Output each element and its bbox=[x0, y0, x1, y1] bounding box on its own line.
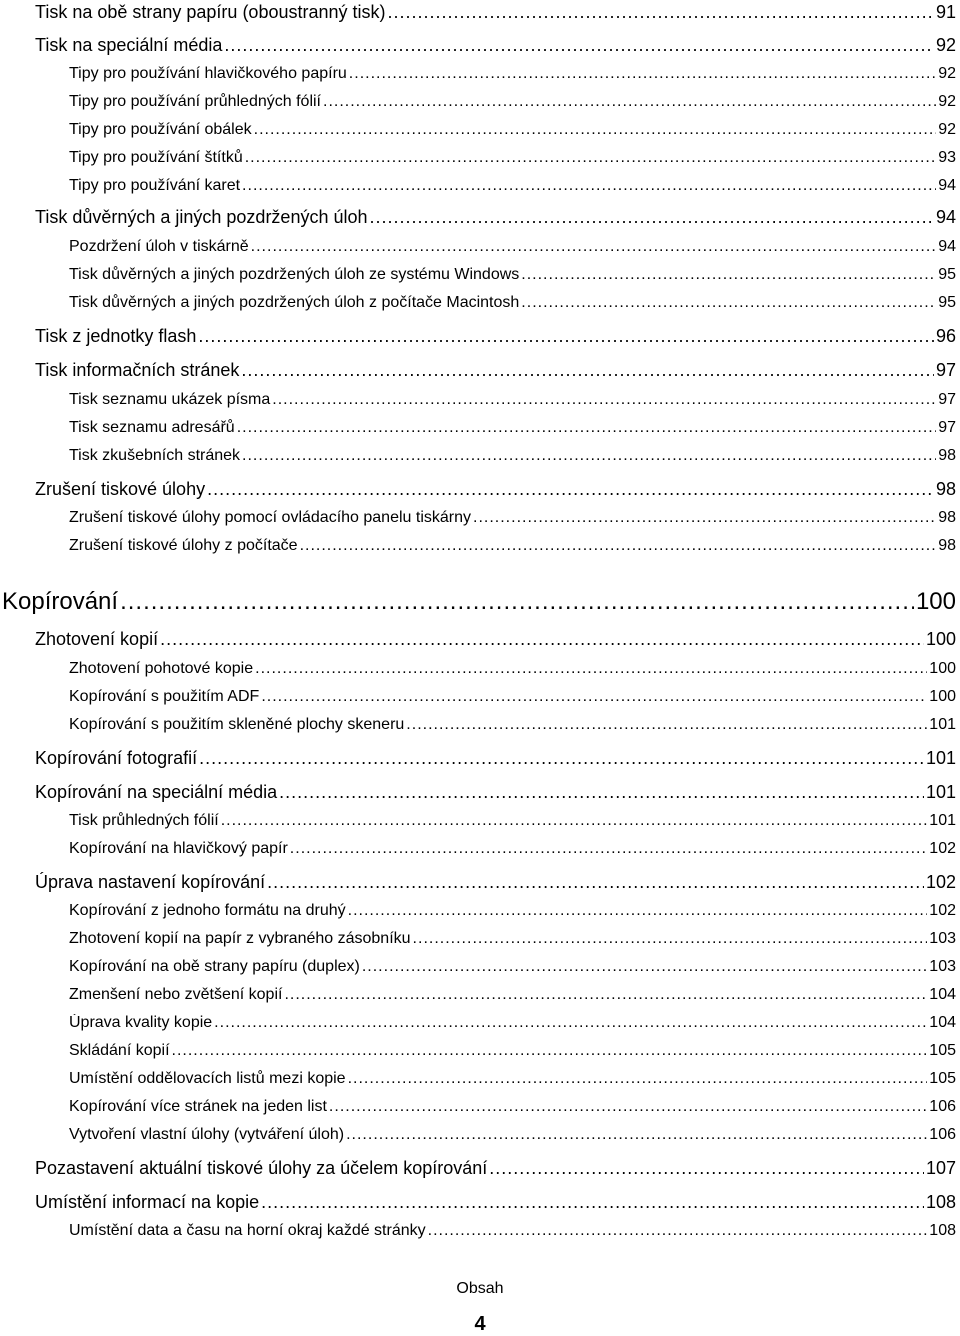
toc-entry[interactable] bbox=[69, 660, 956, 678]
toc-entry-page: 97 bbox=[938, 419, 956, 436]
toc-entry-title: Tisk důvěrných a jiných pozdržených úloh bbox=[35, 207, 368, 227]
toc-leader bbox=[267, 872, 924, 893]
toc-entry-page: 104 bbox=[929, 986, 956, 1003]
toc-entry-page: 94 bbox=[938, 238, 956, 255]
toc-entry[interactable] bbox=[69, 1014, 956, 1032]
toc-leader bbox=[245, 149, 936, 167]
toc-entry-page: 106 bbox=[929, 1126, 956, 1143]
toc-entry-title: Tisk seznamu adresářů bbox=[69, 419, 235, 436]
toc-entry-title: Tipy pro používání karet bbox=[69, 177, 241, 194]
toc-leader bbox=[362, 958, 927, 976]
toc-entry[interactable] bbox=[69, 419, 956, 437]
toc-entry-page: 95 bbox=[938, 266, 956, 283]
toc-entry-page: 94 bbox=[935, 207, 956, 227]
toc-entry-title: Tipy pro používání štítků bbox=[69, 149, 243, 166]
toc-entry[interactable] bbox=[69, 1126, 956, 1144]
toc-leader bbox=[199, 748, 924, 769]
toc-entry[interactable] bbox=[35, 872, 956, 893]
toc-entry-title: Zrušení tiskové úlohy bbox=[35, 479, 206, 499]
toc-leader bbox=[242, 177, 936, 195]
toc-entry-page: 101 bbox=[929, 812, 956, 829]
toc-entry-title: Kopírování na obě strany papíru (duplex) bbox=[69, 958, 360, 975]
toc-leader bbox=[406, 716, 927, 734]
toc-entry-page: 101 bbox=[925, 782, 956, 802]
toc-leader bbox=[172, 1042, 928, 1060]
toc-leader bbox=[323, 93, 936, 111]
toc-leader bbox=[237, 419, 937, 437]
toc-entry-title: Kopírování bbox=[2, 588, 119, 615]
toc-entry-title: Zhotovení kopií bbox=[35, 629, 159, 649]
toc-entry[interactable] bbox=[69, 1042, 956, 1060]
toc-entry-title: Úprava nastavení kopírování bbox=[35, 872, 266, 892]
toc-entry[interactable] bbox=[69, 266, 956, 284]
toc-leader bbox=[349, 65, 936, 83]
toc-entry-page: 98 bbox=[938, 447, 956, 464]
toc-leader bbox=[242, 447, 936, 465]
toc-leader bbox=[348, 1070, 928, 1088]
toc-entry-page: 92 bbox=[938, 121, 956, 138]
toc-leader bbox=[255, 660, 927, 678]
toc-entry[interactable] bbox=[69, 930, 956, 948]
toc-entry[interactable] bbox=[69, 391, 956, 409]
toc-entry-page: 97 bbox=[938, 391, 956, 408]
toc-entry-title: Kopírování na speciální média bbox=[35, 782, 278, 802]
toc-leader bbox=[489, 1158, 924, 1179]
toc-entry-title: Kopírování z jednoho formátu na druhý bbox=[69, 902, 346, 919]
toc-leader bbox=[120, 588, 914, 616]
toc-entry[interactable] bbox=[35, 360, 956, 381]
footer-page-number: 4 bbox=[474, 1313, 486, 1335]
toc-entry-page: 98 bbox=[938, 537, 956, 554]
toc-leader bbox=[221, 812, 928, 830]
toc-entry[interactable] bbox=[35, 629, 956, 650]
toc-entry[interactable] bbox=[35, 207, 956, 228]
toc-entry-page: 95 bbox=[938, 294, 956, 311]
toc-entry-page: 92 bbox=[938, 93, 956, 110]
toc-entry[interactable] bbox=[69, 902, 956, 920]
toc-entry[interactable] bbox=[69, 294, 956, 312]
toc-entry-title: Pozdržení úloh v tiskárně bbox=[69, 238, 249, 255]
toc-entry-page: 96 bbox=[935, 326, 956, 346]
toc-entry[interactable] bbox=[69, 1098, 956, 1116]
toc-entry-page: 100 bbox=[929, 688, 956, 705]
toc-leader bbox=[214, 1014, 927, 1032]
toc-entry[interactable] bbox=[69, 958, 956, 976]
toc-entry-page: 100 bbox=[915, 588, 956, 615]
toc-entry[interactable] bbox=[35, 1192, 956, 1213]
toc-leader bbox=[160, 629, 924, 650]
toc-entry-page: 98 bbox=[938, 509, 956, 526]
toc-leader bbox=[348, 902, 928, 920]
toc-entry[interactable] bbox=[69, 688, 956, 706]
toc-entry[interactable] bbox=[35, 35, 956, 56]
toc-entry-page: 101 bbox=[925, 748, 956, 768]
toc-entry-title: Tipy pro používání hlavičkového papíru bbox=[69, 65, 347, 82]
toc-entry[interactable] bbox=[35, 1158, 956, 1179]
toc-entry-page: 108 bbox=[929, 1222, 956, 1239]
toc-entry-page: 100 bbox=[929, 660, 956, 677]
toc-entry[interactable] bbox=[35, 2, 956, 23]
toc-entry-page: 91 bbox=[935, 2, 956, 22]
toc-leader bbox=[290, 840, 928, 858]
toc-leader bbox=[284, 986, 927, 1004]
toc-entry-title: Tisk informačních stránek bbox=[35, 360, 240, 380]
toc-entry-page: 105 bbox=[929, 1070, 956, 1087]
toc-entry[interactable] bbox=[69, 238, 956, 256]
toc-entry[interactable] bbox=[69, 509, 956, 527]
toc-entry-title: Úprava kvality kopie bbox=[69, 1014, 213, 1031]
toc-entry-page: 94 bbox=[938, 177, 956, 194]
toc-leader bbox=[388, 2, 934, 23]
toc-entry-page: 92 bbox=[938, 65, 956, 82]
toc-entry-title: Tisk průhledných fólií bbox=[69, 812, 219, 829]
toc-entry-page: 107 bbox=[925, 1158, 956, 1178]
toc-entry[interactable] bbox=[35, 782, 956, 803]
toc-entry[interactable] bbox=[69, 177, 956, 195]
toc-entry-title: Tipy pro používání průhledných fólií bbox=[69, 93, 321, 110]
toc-entry-title: Pozastavení aktuální tiskové úlohy za účelem kopírování bbox=[35, 1158, 488, 1178]
toc-entry[interactable] bbox=[69, 149, 956, 167]
toc-entry-title: Skládání kopií bbox=[69, 1042, 170, 1059]
toc-entry-page: 103 bbox=[929, 930, 956, 947]
toc-entry-page: 102 bbox=[925, 872, 956, 892]
toc-entry-page: 97 bbox=[935, 360, 956, 380]
toc-entry-title: Zmenšení nebo zvětšení kopií bbox=[69, 986, 283, 1003]
toc-leader bbox=[279, 782, 924, 803]
toc-leader bbox=[300, 537, 937, 555]
toc-entry[interactable] bbox=[35, 748, 956, 769]
toc-leader bbox=[224, 35, 934, 56]
toc-entry-title: Tipy pro používání obálek bbox=[69, 121, 252, 138]
toc-entry[interactable] bbox=[69, 93, 956, 111]
toc-entry-title: Umístění data a času na horní okraj každé stránky bbox=[69, 1222, 426, 1239]
toc-entry-page: 93 bbox=[938, 149, 956, 166]
toc-entry-title: Umístění informací na kopie bbox=[35, 1192, 260, 1212]
toc-entry-page: 98 bbox=[935, 479, 956, 499]
toc-leader bbox=[261, 688, 927, 706]
toc-leader bbox=[272, 391, 936, 409]
toc-leader bbox=[254, 121, 937, 139]
toc-leader bbox=[261, 1192, 924, 1213]
toc-entry-title: Umístění oddělovacích listů mezi kopie bbox=[69, 1070, 346, 1087]
toc-entry-page: 106 bbox=[929, 1098, 956, 1115]
toc-entry-title: Tisk na speciální média bbox=[35, 35, 223, 55]
toc-entry-title: Kopírování s použitím ADF bbox=[69, 688, 260, 705]
toc-entry-page: 102 bbox=[929, 902, 956, 919]
toc-entry[interactable] bbox=[35, 326, 956, 347]
toc-entry-page: 102 bbox=[929, 840, 956, 857]
toc-leader bbox=[370, 207, 934, 228]
toc-entry-title: Zrušení tiskové úlohy z počítače bbox=[69, 537, 298, 554]
toc-entry[interactable] bbox=[69, 986, 956, 1004]
toc-entry-page: 104 bbox=[929, 1014, 956, 1031]
toc-entry[interactable] bbox=[69, 812, 956, 830]
toc-chapter-entry[interactable] bbox=[2, 588, 956, 616]
toc-entry-title: Kopírování na hlavičkový papír bbox=[69, 840, 288, 857]
toc-entry[interactable] bbox=[69, 65, 956, 83]
toc-entry[interactable] bbox=[69, 121, 956, 139]
toc-leader bbox=[251, 238, 937, 256]
toc-entry-title: Zhotovení pohotové kopie bbox=[69, 660, 254, 677]
toc-entry[interactable] bbox=[69, 537, 956, 555]
toc-entry-title: Vytvoření vlastní úlohy (vytváření úloh) bbox=[69, 1126, 345, 1143]
toc-leader bbox=[198, 326, 934, 347]
toc-entry-page: 105 bbox=[929, 1042, 956, 1059]
toc-entry[interactable] bbox=[35, 479, 956, 500]
toc-leader bbox=[428, 1222, 928, 1240]
toc-entry-title: Tisk důvěrných a jiných pozdržených úloh ze systému Windows bbox=[69, 266, 520, 283]
toc-entry[interactable] bbox=[69, 447, 956, 465]
toc-entry-page: 103 bbox=[929, 958, 956, 975]
toc-leader bbox=[241, 360, 934, 381]
toc-entry-page: 92 bbox=[935, 35, 956, 55]
toc-entry-title: Tisk seznamu ukázek písma bbox=[69, 391, 271, 408]
toc-entry[interactable] bbox=[69, 716, 956, 734]
toc-entry-title: Tisk na obě strany papíru (oboustranný tisk) bbox=[35, 2, 386, 22]
toc-entry-title: Tisk z jednotky flash bbox=[35, 326, 197, 346]
toc-entry-title: Kopírování více stránek na jeden list bbox=[69, 1098, 327, 1115]
footer-section-label: Obsah bbox=[456, 1280, 504, 1297]
toc-leader bbox=[521, 294, 936, 312]
toc-leader bbox=[413, 930, 928, 948]
toc-entry[interactable] bbox=[69, 1070, 956, 1088]
toc-leader bbox=[473, 509, 936, 527]
toc-leader bbox=[521, 266, 936, 284]
toc-leader bbox=[207, 479, 934, 500]
toc-leader bbox=[329, 1098, 927, 1116]
toc-entry-title: Zrušení tiskové úlohy pomocí ovládacího panelu tiskárny bbox=[69, 509, 471, 526]
toc-entry-title: Kopírování s použitím skleněné plochy skeneru bbox=[69, 716, 405, 733]
toc-entry-page: 100 bbox=[925, 629, 956, 649]
toc-leader bbox=[346, 1126, 927, 1144]
toc-entry[interactable] bbox=[69, 1222, 956, 1240]
toc-entry-page: 108 bbox=[925, 1192, 956, 1212]
toc-entry[interactable] bbox=[69, 840, 956, 858]
toc-entry-title: Tisk důvěrných a jiných pozdržených úloh z počítače Macintosh bbox=[69, 294, 520, 311]
toc-entry-title: Zhotovení kopií na papír z vybraného zásobníku bbox=[69, 930, 411, 947]
toc-entry-title: Tisk zkušebních stránek bbox=[69, 447, 241, 464]
toc-entry-page: 101 bbox=[929, 716, 956, 733]
toc-entry-title: Kopírování fotografií bbox=[35, 748, 198, 768]
